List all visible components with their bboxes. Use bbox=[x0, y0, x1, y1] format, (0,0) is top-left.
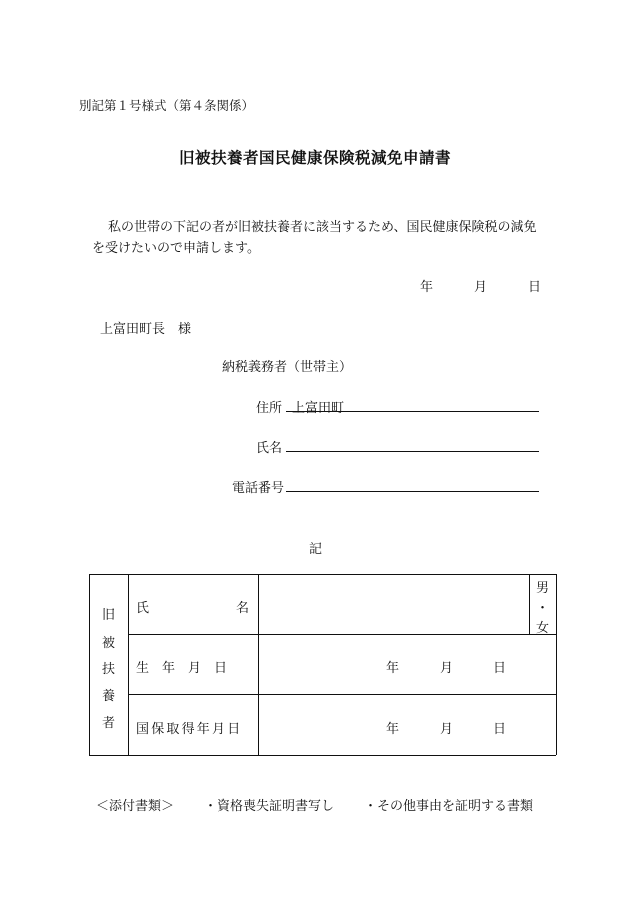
payer-heading: 納税義務者（世帯主） bbox=[222, 360, 353, 375]
address-label: 住所 bbox=[256, 401, 283, 416]
table-row-divider-2 bbox=[128, 694, 556, 695]
name-label: 氏名 bbox=[256, 441, 283, 456]
phone-input-line[interactable] bbox=[286, 491, 539, 492]
sex-separator: ・ bbox=[536, 601, 550, 616]
body-text-line1: 私の世帯の下記の者が旧被扶養者に該当するため、国民健康保険税の減免 bbox=[108, 220, 537, 235]
phone-label: 電話番号 bbox=[232, 481, 285, 496]
birth-month-label: 月 bbox=[440, 661, 454, 676]
acquisition-day-label: 日 bbox=[493, 722, 507, 737]
row-header-char-2: 被 bbox=[101, 636, 115, 651]
acquisition-date-label: 国保取得年月日 bbox=[136, 722, 243, 737]
sex-male[interactable]: 男 bbox=[536, 581, 550, 596]
row-header-char-4: 養 bbox=[101, 689, 115, 704]
dependent-name-field[interactable] bbox=[259, 575, 529, 634]
table-row-divider-1 bbox=[128, 634, 556, 635]
address-input-line[interactable] bbox=[286, 411, 539, 412]
table-divider-header bbox=[128, 574, 129, 755]
row-header-char-1: 旧 bbox=[101, 608, 115, 623]
birth-year-label: 年 bbox=[386, 661, 400, 676]
date-month-label: 月 bbox=[474, 280, 488, 295]
ki-heading: 記 bbox=[309, 542, 323, 557]
addressee: 上富田町長 様 bbox=[100, 322, 192, 337]
name-row-label-right: 名 bbox=[236, 601, 250, 616]
body-text-line2: を受けたいので申請します。 bbox=[92, 241, 260, 256]
attachment-item-2: ・その他事由を証明する書類 bbox=[364, 799, 534, 814]
table-divider-sex bbox=[529, 574, 530, 634]
table-border-right bbox=[556, 574, 557, 755]
address-prefill: 上富田町 bbox=[292, 401, 345, 416]
form-number: 別記第１号様式（第４条関係） bbox=[79, 98, 255, 113]
name-input-line[interactable] bbox=[286, 451, 539, 452]
birth-date-label: 生 年 月 日 bbox=[136, 661, 228, 676]
acquisition-month-label: 月 bbox=[440, 722, 454, 737]
date-year-label: 年 bbox=[420, 280, 434, 295]
row-header-char-3: 扶 bbox=[101, 662, 115, 677]
document-title: 旧被扶養者国民健康保険税減免申請書 bbox=[178, 148, 451, 167]
date-day-label: 日 bbox=[528, 280, 542, 295]
birth-day-label: 日 bbox=[493, 661, 507, 676]
row-header-char-5: 者 bbox=[101, 716, 115, 731]
acquisition-year-label: 年 bbox=[386, 722, 400, 737]
attachments-label: ＜添付書類＞ bbox=[96, 799, 175, 814]
sex-female[interactable]: 女 bbox=[536, 621, 550, 636]
table-border-bottom bbox=[89, 755, 556, 756]
name-row-label-left: 氏 bbox=[136, 601, 150, 616]
attachment-item-1: ・資格喪失証明書写し bbox=[204, 799, 335, 814]
